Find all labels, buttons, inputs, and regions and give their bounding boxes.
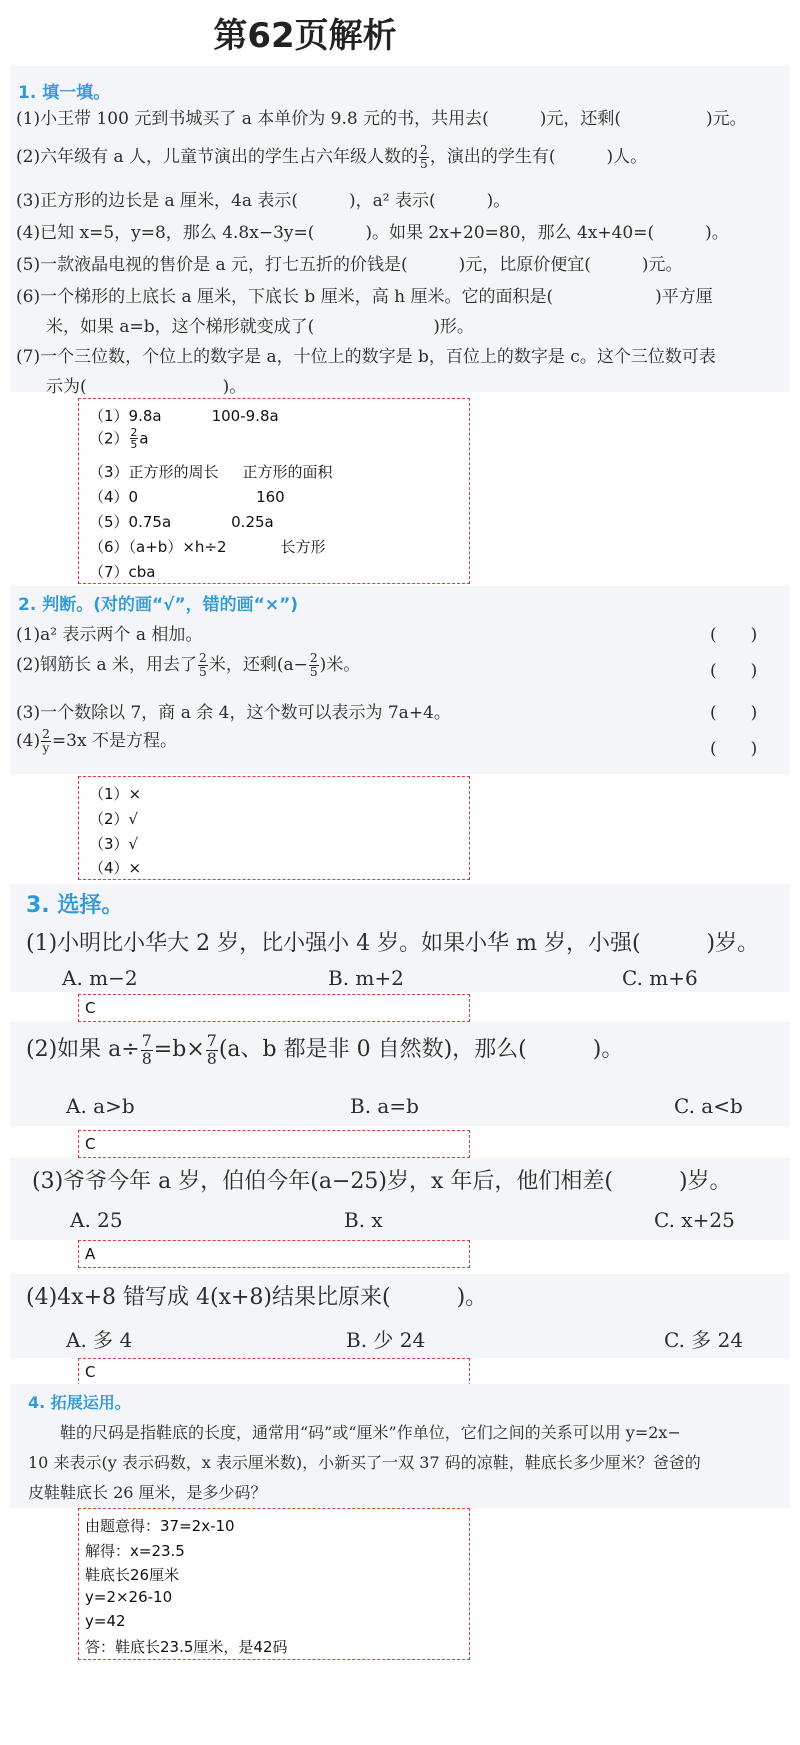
s1-answer-1: （1）9.8a 100-9.8a: [89, 407, 279, 425]
s3-q4-option-a: A. 多 4: [66, 1328, 133, 1352]
s3-q3-answer-box: [78, 1240, 470, 1268]
section1-heading: 1. 填一填。: [18, 83, 111, 103]
section3-q2-block: [10, 1022, 790, 1126]
s3-q2-fraction-b: $\frac{7}{8}$: [206, 1030, 217, 1068]
s4-answer-line-3: 鞋底长26厘米: [85, 1566, 180, 1584]
s4-paragraph-line-2: 10 来表示(y 表示码数，x 表示厘米数)，小新买了一双 37 码的凉鞋，鞋底长多少厘米？爸爸的: [28, 1453, 701, 1472]
s1-answer-6: （6）（a+b）×h÷2 长方形: [89, 538, 326, 556]
s2-question-4: (4) $\frac{2}{y}$ =3x 不是方程。: [16, 727, 177, 755]
s1-question-6b: 米，如果 a=b，这个梯形就变成了( )形。: [46, 317, 474, 337]
s1-question-4: (4)已知 x=5，y=8，那么 4.8x−3y=( )。如果 2x+20=80，那么 4x+40=( )。: [16, 223, 729, 243]
s2-q2-fraction: $\frac{2}{5}$: [199, 651, 207, 679]
s1-question-5: (5)一款液晶电视的售价是 a 元，打七五折的价钱是( )元，比原价便宜( )元。: [16, 255, 683, 275]
s1-question-3: (3)正方形的边长是 a 厘米，4a 表示( )，a² 表示( )。: [16, 191, 511, 211]
s1-q2-text-post: ，演出的学生有( )人。: [429, 147, 648, 167]
s4-paragraph-line-1: 鞋的尺码是指鞋底的长度，通常用“码”或“厘米”作单位，它们之间的关系可以用 y=2x−: [60, 1423, 681, 1442]
s2-q4-fraction: $\frac{2}{y}$: [42, 727, 50, 755]
s3-q2-answer-box: [78, 1130, 470, 1158]
section3-q1-block: [10, 884, 790, 992]
s4-answer-line-5: y=42: [85, 1612, 126, 1630]
s1-question-7b: 示为( )。: [46, 377, 247, 397]
page-title: 第62页解析: [213, 16, 397, 56]
section1-question-block: [10, 66, 790, 397]
s3-q1-option-a: A. m−2: [62, 966, 138, 990]
s3-question-4: (4)4x+8 错写成 4(x+8)结果比原来( )。: [26, 1285, 488, 1310]
s1-answer-7: （7）cba: [89, 563, 156, 581]
s3-q4-answer-box: [78, 1358, 470, 1386]
s3-q2-option-a: A. a>b: [66, 1094, 135, 1118]
s2-answer-2: （2）√: [89, 810, 139, 828]
section2-answer-box: [78, 776, 470, 880]
s3-q1-answer-box: [78, 994, 470, 1022]
section4-heading: 4. 拓展运用。: [28, 1393, 131, 1412]
s3-q1-option-c: C. m+6: [622, 966, 698, 990]
s3-q4-option-c: C. 多 24: [664, 1328, 744, 1352]
s2-q4-bracket: ( ): [710, 739, 758, 759]
s3-q2-fraction-a: $\frac{7}{8}$: [141, 1030, 152, 1068]
s2-answer-4: （4）×: [89, 859, 142, 877]
section2-heading: 2. 判断。(对的画“√”，错的画“×”): [18, 595, 299, 615]
s1-answer-2: （2） $\frac{2}{5}$ a: [89, 426, 149, 452]
s4-answer-line-2: 解得：x=23.5: [85, 1542, 185, 1560]
section4-question-block: [10, 1384, 790, 1508]
s1-question-6a: (6)一个梯形的上底长 a 厘米，下底长 b 厘米，高 h 厘米。它的面积是( )平方厘: [16, 287, 713, 307]
s2-question-3: (3)一个数除以 7，商 a 余 4，这个数可以表示为 7a+4。: [16, 703, 451, 723]
s3-q1-answer: C: [85, 999, 96, 1017]
s1-answer-3: （3）正方形的周长 正方形的面积: [89, 463, 333, 481]
s3-question-1: (1)小明比小华大 2 岁，比小强小 4 岁。如果小华 m 岁，小强( )岁。: [26, 931, 760, 956]
s1-q2-fraction: $\frac{2}{5}$: [420, 143, 428, 171]
s1-answer-4: （4）0 160: [89, 488, 285, 506]
s3-q2-answer: C: [85, 1135, 96, 1153]
s1-answer-2-fraction: $\frac{2}{5}$: [130, 426, 138, 452]
s2-q2-bracket: ( ): [710, 661, 758, 681]
s1-question-2: [16, 142, 647, 171]
s2-answer-1: （1）×: [89, 785, 142, 803]
s2-q2-fraction-b: $\frac{2}{5}$: [309, 651, 318, 679]
s3-question-2: (2)如果 a÷ $\frac{7}{8}$ =b× $\frac{7}{8}$ (a、b 都是非 0 自然数)，那么( )。: [26, 1030, 624, 1068]
section4-answer-box: [78, 1508, 470, 1660]
s3-q2-option-c: C. a<b: [674, 1094, 743, 1118]
s3-question-3: (3)爷爷今年 a 岁，伯伯今年(a−25)岁，x 年后，他们相差( )岁。: [32, 1169, 732, 1194]
s4-paragraph-line-3: 皮鞋鞋底长 26 厘米，是多少码？: [28, 1483, 267, 1502]
s3-q3-option-b: B. x: [344, 1208, 383, 1232]
s4-answer-line-6: 答：鞋底长23.5厘米，是42码: [85, 1638, 288, 1656]
s2-question-1: (1)a² 表示两个 a 相加。: [16, 625, 203, 645]
section3-q4-block: [10, 1274, 790, 1358]
s3-q1-option-b: B. m+2: [328, 966, 404, 990]
s1-question-7a: (7)一个三位数，个位上的数字是 a，十位上的数字是 b，百位上的数字是 c。这个三位数可表: [16, 347, 716, 367]
s2-question-2: (2)钢筋长 a 米，用去了 $\frac{2}{5}$ 米，还剩(a− $\frac{2}{5}$ )米。: [16, 651, 361, 679]
section1-answer-box: [78, 398, 470, 584]
s1-answer-5: （5）0.75a 0.25a: [89, 513, 274, 531]
section3-q3-block: [10, 1158, 790, 1240]
s3-q4-option-b: B. 少 24: [346, 1328, 426, 1352]
s1-question-1: (1)小王带 100 元到书城买了 a 本单价为 9.8 元的书，共用去( )元，还剩( )元。: [16, 109, 747, 129]
s1-q2-text-pre: (2)六年级有 a 人，儿童节演出的学生占六年级人数的: [16, 147, 419, 167]
s4-answer-line-4: y=2×26-10: [85, 1588, 173, 1606]
s2-answer-3: （3）√: [89, 835, 139, 853]
s3-q4-answer: C: [85, 1363, 96, 1381]
s3-q3-answer: A: [85, 1245, 96, 1263]
s2-q1-bracket: ( ): [710, 625, 758, 645]
section3-heading: 3. 选择。: [26, 893, 124, 918]
section2-question-block: [10, 586, 790, 774]
s3-q3-option-c: C. x+25: [654, 1208, 735, 1232]
s2-q3-bracket: ( ): [710, 703, 758, 723]
s3-q3-option-a: A. 25: [70, 1208, 123, 1232]
s4-answer-line-1: 由题意得：37=2x-10: [85, 1517, 235, 1535]
s3-q2-option-b: B. a=b: [350, 1094, 419, 1118]
